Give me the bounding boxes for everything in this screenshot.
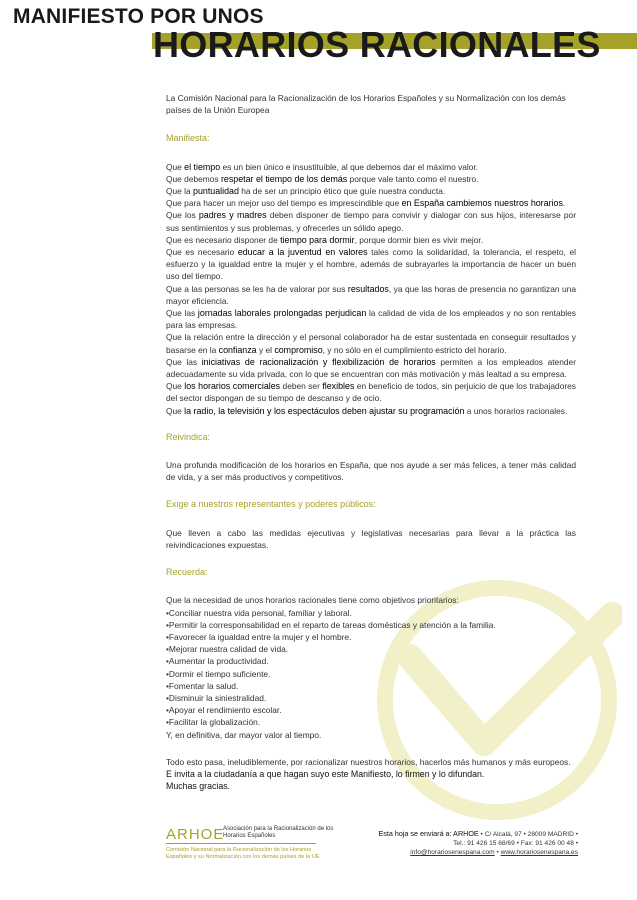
recuerda-bullet: •Permitir la corresponsabilidad en el reparto de tareas domésticas y atención a la familia. xyxy=(166,619,496,630)
recuerda-bullet: •Aumentar la productividad. xyxy=(166,656,269,667)
logo-wordmark: ARHOE xyxy=(166,826,225,843)
item-text: Que la relación entre la dirección y el personal colaborador ha de estar sustentada en conseguir resultados y basarse en la xyxy=(166,332,576,355)
recuerda-bullet: •Apoyar el rendimiento escolar. xyxy=(166,705,282,716)
manifiesta-item xyxy=(166,209,576,233)
emphasis-text: respetar el tiempo de los demás xyxy=(220,173,348,184)
item-text: , ya que las horas de presencia no garantizan una mayor eficiencia. xyxy=(166,283,576,306)
closing-line3: Muchas gracias. xyxy=(166,781,231,792)
reivindica-text: Una profunda modificación de los horarios en España, que nos ayude a ser más felices, a tener más calidad de vida, y a ser más productivos y competitivos. xyxy=(166,460,576,483)
item-text: deben ser xyxy=(280,381,323,392)
recuerda-list xyxy=(166,607,576,729)
item-text: Que las xyxy=(166,308,198,319)
closing-line1: Todo esto pasa, ineludiblemente, por racionalizar nuestros horarios, hacerlos más humanos y más europeos. xyxy=(166,756,571,767)
heading-exige: Exige a nuestros representantes y poderes públicos: xyxy=(166,499,376,510)
item-text: Que es necesario disponer de xyxy=(166,234,281,245)
manifiesta-item xyxy=(166,307,576,331)
heading-manifiesta: Manifiesta: xyxy=(166,133,210,144)
recuerda-bullet: •Favorecer la igualdad entre la mujer y el hombre. xyxy=(166,631,352,642)
emphasis-text: resultados xyxy=(347,283,389,294)
recuerda-bullet: •Facilitar la globalización. xyxy=(166,717,261,728)
heading-recuerda: Recuerda: xyxy=(166,567,208,578)
item-text: , porque dormir bien es vivir mejor. xyxy=(354,234,484,245)
manifiesta-item xyxy=(166,246,576,283)
email-link[interactable]: info@horariosenespana.com xyxy=(410,849,495,856)
logo-description-line2: Españoles y su Normalización con los demás países de la UE xyxy=(166,854,320,860)
emphasis-text: compromiso xyxy=(274,344,323,355)
title-line1: MANIFIESTO POR UNOS xyxy=(13,5,264,28)
emphasis-text: el tiempo xyxy=(184,161,221,172)
manifiesta-item xyxy=(166,161,576,173)
manifiesta-item xyxy=(166,331,576,355)
recuerda-bullet: •Mejorar nuestra calidad de vida. xyxy=(166,644,289,655)
item-text: . xyxy=(562,198,566,209)
emphasis-text: educar a la juventud en valores xyxy=(237,247,368,258)
emphasis-text: padres y madres xyxy=(198,210,267,221)
recuerda-bullet: •Conciliar nuestra vida personal, familiar y laboral. xyxy=(166,607,352,618)
closing-line2: E invita a la ciudadanía a que hagan suyo este Manifiesto, lo firmen y lo difundan. xyxy=(166,768,485,779)
item-text: Que debemos xyxy=(166,173,221,184)
website-link[interactable]: www.horariosenespana.es xyxy=(500,849,578,856)
manifiesta-item xyxy=(166,283,576,307)
heading-reivindica: Reivindica: xyxy=(166,431,211,442)
emphasis-text: jornadas laborales prolongadas perjudican xyxy=(197,308,367,319)
item-text: en beneficio de todos, sin perjuicio de que los trabajadores del sector dispongan de su tiempo de descanso y de ocio. xyxy=(166,381,576,404)
item-text: permiten a los empleados atender adecuadamente su vida privada, con lo que se encuentran con más motivación y más lealtad a su empresa. xyxy=(166,356,576,380)
item-text: Que es necesario xyxy=(166,247,238,258)
logo-divider xyxy=(166,843,316,844)
item-text: Que a las personas se les ha de valorar por sus xyxy=(166,283,348,294)
footer-separator: • xyxy=(494,849,501,856)
item-text: y el xyxy=(256,344,275,355)
recuerda-final: Y, en definitiva, dar mayor valor al tiempo. xyxy=(166,729,322,740)
emphasis-text: en España cambiemos nuestros horarios xyxy=(401,198,563,209)
manifiesta-item xyxy=(166,405,576,417)
manifiesta-item xyxy=(166,234,576,246)
emphasis-text: flexibles xyxy=(322,381,355,392)
item-text: Que las xyxy=(166,356,202,367)
send-line: Esta hoja se enviará a: ARHOE xyxy=(378,829,479,838)
manifiesta-item xyxy=(166,173,576,185)
logo-description-line1: Comisión Nacional para la Racionalización de los Horarios xyxy=(166,847,312,853)
item-text: tales como la solidaridad, la tolerancia, el respeto, el esfuerzo y la igualdad entre la mujer y el hombre, además de subrayarles la importancia de hacer un buen uso del tiempo. xyxy=(166,247,576,282)
address: • C/ Alcalá, 97 • 28009 MADRID • xyxy=(478,831,578,838)
item-text: es un bien único e insustituible, al que debemos dar el máximo valor. xyxy=(220,161,479,172)
item-text: la calidad de vida de los empleados y no son rentables para las empresas. xyxy=(166,308,576,331)
item-text: deben disponer de tiempo para convivir y dialogar con sus hijos, interesarse por sus sentimientos y sus problemas, y ofrecerles un sólido apego. xyxy=(166,210,576,233)
manifiesta-item xyxy=(166,356,576,380)
phone-fax: Tel.: 91 426 15 68/69 • Fax: 91 426 00 48 • xyxy=(453,840,578,847)
manifiesta-item xyxy=(166,185,576,197)
manifiesta-list xyxy=(166,161,576,417)
emphasis-text: los horarios comerciales xyxy=(184,381,281,392)
emphasis-text: puntualidad xyxy=(193,186,239,197)
item-text: , y no sólo en el cumplimiento estricto del horario. xyxy=(322,344,507,355)
intro-text: La Comisión Nacional para la Racionalización de los Horarios Españoles y su Normalización con los demás países de la Unión Europea xyxy=(166,93,566,116)
item-text: Que xyxy=(166,405,185,416)
recuerda-bullet: •Fomentar la salud. xyxy=(166,680,239,691)
item-text: Que xyxy=(166,161,185,172)
exige-text: Que lleven a cabo las medidas ejecutivas y legislativas necesarias para llevar a la práctica las reivindicaciones expuestas. xyxy=(166,527,576,550)
emphasis-text: la radio, la televisión y los espectáculos deben ajustar su programación xyxy=(184,405,465,416)
title-line2: HORARIOS RACIONALES xyxy=(153,24,601,65)
item-text: porque vale tanto como el nuestro. xyxy=(347,173,479,184)
recuerda-lead: Que la necesidad de unos horarios racionales tiene como objetivos prioritarios: xyxy=(166,595,459,606)
item-text: ha de ser un principio ético que guíe nuestra conducta. xyxy=(238,186,446,197)
recuerda-bullet: •Dormir el tiempo suficiente. xyxy=(166,668,271,679)
emphasis-text: confianza xyxy=(218,344,257,355)
logo-description xyxy=(166,847,366,861)
logo-subtitle: Asociación para la Racionalización de los Horarios Españoles xyxy=(223,826,334,839)
manifiesta-item xyxy=(166,380,576,404)
emphasis-text: iniciativas de racionalización y flexibilización de horarios xyxy=(201,356,436,367)
item-text: a unos horarios racionales. xyxy=(464,405,568,416)
footer-contact xyxy=(378,829,578,857)
manifesto-body xyxy=(166,92,576,792)
arhoe-logo xyxy=(166,826,334,860)
item-text: Que para hacer un mejor uso del tiempo es imprescindible que xyxy=(166,198,402,209)
manifiesta-item xyxy=(166,197,576,209)
item-text: Que la xyxy=(166,186,194,197)
emphasis-text: tiempo para dormir xyxy=(280,234,355,245)
item-text: Que los xyxy=(166,210,199,221)
item-text: Que xyxy=(166,381,185,392)
recuerda-bullet: •Disminuir la siniestralidad. xyxy=(166,692,267,703)
